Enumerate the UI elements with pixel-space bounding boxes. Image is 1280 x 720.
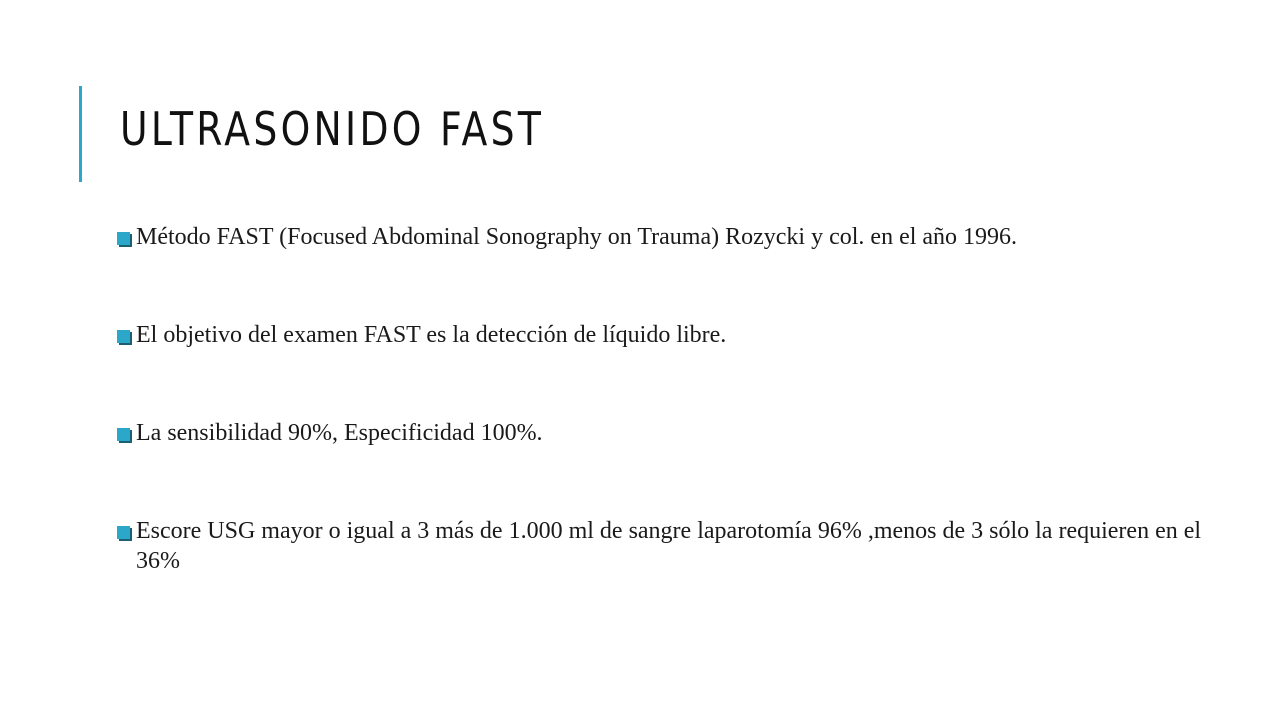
square-bullet-icon bbox=[117, 526, 130, 539]
square-bullet-icon bbox=[117, 330, 130, 343]
list-item bbox=[117, 320, 1207, 350]
square-bullet-icon bbox=[117, 428, 130, 441]
slide-title: ULTRASONIDO FAST bbox=[120, 102, 545, 156]
bullet-text: El objetivo del examen FAST es la detección de líquido libre. bbox=[136, 322, 727, 348]
bullet-text: La sensibilidad 90%, Especificidad 100%. bbox=[136, 420, 543, 446]
list-item bbox=[117, 222, 1207, 252]
bullet-list bbox=[117, 222, 1207, 576]
list-item bbox=[117, 418, 1207, 448]
bullet-text: Método FAST (Focused Abdominal Sonography on Trauma) Rozycki y col. en el año 1996. bbox=[136, 224, 1018, 250]
title-accent-bar bbox=[79, 86, 82, 182]
list-item bbox=[117, 516, 1207, 576]
square-bullet-icon bbox=[117, 232, 130, 245]
bullet-text: Escore USG mayor o igual a 3 más de 1.000 ml de sangre laparotomía 96% ,menos de 3 sólo la requieren en el 36% bbox=[136, 518, 1202, 574]
